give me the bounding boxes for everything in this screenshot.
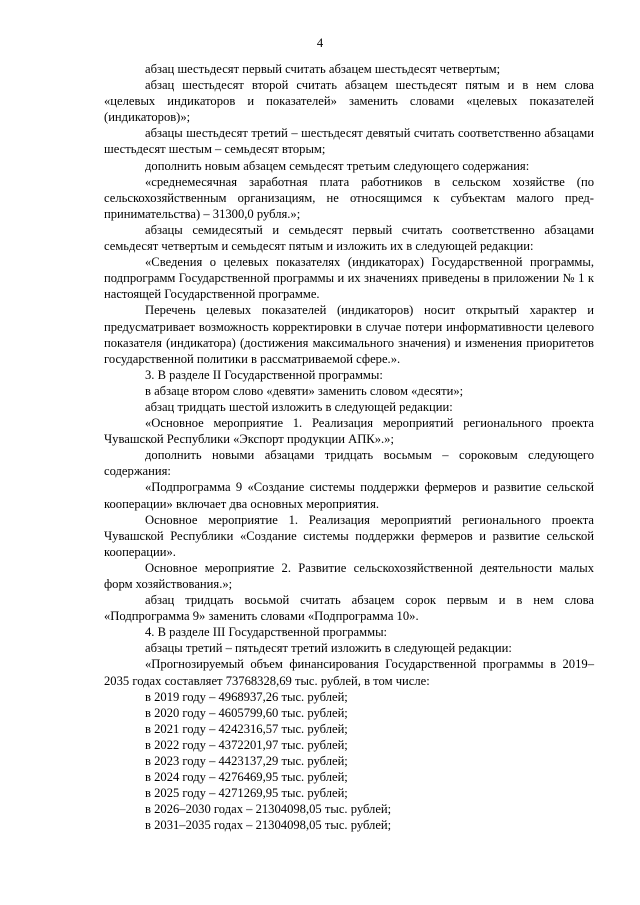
paragraph: абзац тридцать восьмой считать абзацем сорок первым и в нем слова «Подпрограмма 9» заменить словами «Подпрограмма 10». — [104, 593, 594, 624]
paragraph: абзац шестьдесят второй считать абзацем шестьдесят пятым и в нем слова «целевых индикаторов и показателей» заменить словами «целевых показателей (индикаторов)»; — [104, 78, 594, 125]
paragraph: абзац тридцать шестой изложить в следующей редакции: — [145, 399, 453, 414]
paragraph: дополнить новыми абзацами тридцать восьмым – сороковым следующего содержания: — [104, 448, 594, 479]
funding-line: в 2020 году – 4605799,60 тыс. рублей; — [145, 705, 348, 720]
funding-line: в 2023 году – 4423137,29 тыс. рублей; — [145, 754, 348, 769]
paragraph: 4. В разделе III Государственной программы: — [145, 625, 388, 640]
paragraph: «Прогнозируемый объем финансирования Государственной программы в 2019–2035 годах составляет 73768328,69 тыс. рублей, в том числе: — [104, 657, 594, 688]
funding-line: в 2022 году – 4372201,97 тыс. рублей; — [145, 737, 348, 752]
paragraph: абзац шестьдесят первый считать абзацем шестьдесят четвертым; — [145, 62, 501, 76]
paragraph: «Сведения о целевых показателях (индикаторах) Государственной программы, подпрограмм Государственной программы и их значениях приведены в приложении № 1 к настоящей Государственной программе. — [104, 255, 594, 302]
funding-line: в 2021 году – 4242316,57 тыс. рублей; — [145, 721, 348, 736]
paragraph: дополнить новым абзацем семьдесят третьим следующего содержания: — [145, 158, 530, 173]
paragraph: абзацы семидесятый и семьдесят первый считать соответственно абзацами семьдесят четвертым и семьдесят пятым и изложить их в следующей редакции: — [104, 222, 594, 254]
funding-line: в 2026–2030 годах – 21304098,05 тыс. рублей; — [145, 802, 392, 817]
funding-line: в 2019 году – 4968937,26 тыс. рублей; — [145, 689, 348, 704]
paragraph: Перечень целевых показателей (индикаторов) носит открытый характер и предусматривает возможность корректировки в случае потери информативности целевого показателя (индикатора) (достижения максимального значения) и изменения приоритетов государственной политики в рассматриваемой сфере.». — [104, 303, 594, 366]
document-body — [104, 61, 594, 834]
paragraph: абзацы третий – пятьдесят третий изложить в следующей редакции: — [145, 641, 512, 656]
paragraph: 3. В разделе II Государственной программы: — [145, 367, 383, 382]
paragraph: абзацы шестьдесят третий – шестьдесят девятый считать соответственно абзацами шестьдесят шестым – семьдесят вторым; — [104, 126, 594, 157]
funding-line: в 2031–2035 годах – 21304098,05 тыс. рублей; — [145, 818, 392, 833]
paragraph: Основное мероприятие 1. Реализация мероприятий регионального проекта Чувашской Республики «Создание системы поддержки фермеров и развитие сельской кооперации». — [104, 512, 594, 559]
paragraph: в абзаце втором слово «девяти» заменить словом «десяти»; — [145, 383, 464, 398]
funding-line: в 2025 году – 4271269,95 тыс. рублей; — [145, 786, 348, 801]
page-number: 4 — [316, 36, 324, 50]
paragraph: «Основное мероприятие 1. Реализация мероприятий регионального проекта Чувашской Республики «Экспорт продукции АПК».»; — [104, 416, 594, 447]
funding-line: в 2024 году – 4276469,95 тыс. рублей; — [145, 770, 348, 785]
paragraph: «среднемесячная заработная плата работников в сельском хозяйстве (по сельскохозяйственным организациям, не относящимся к субъектам малого предпринимательства) – 31300,0 рубля.»; — [104, 174, 594, 221]
paragraph: Основное мероприятие 2. Развитие сельскохозяйственной деятельности малых форм хозяйствования.»; — [104, 560, 594, 591]
paragraph: «Подпрограмма 9 «Создание системы поддержки фермеров и развитие сельской кооперации» включает два основных мероприятия. — [104, 480, 594, 511]
